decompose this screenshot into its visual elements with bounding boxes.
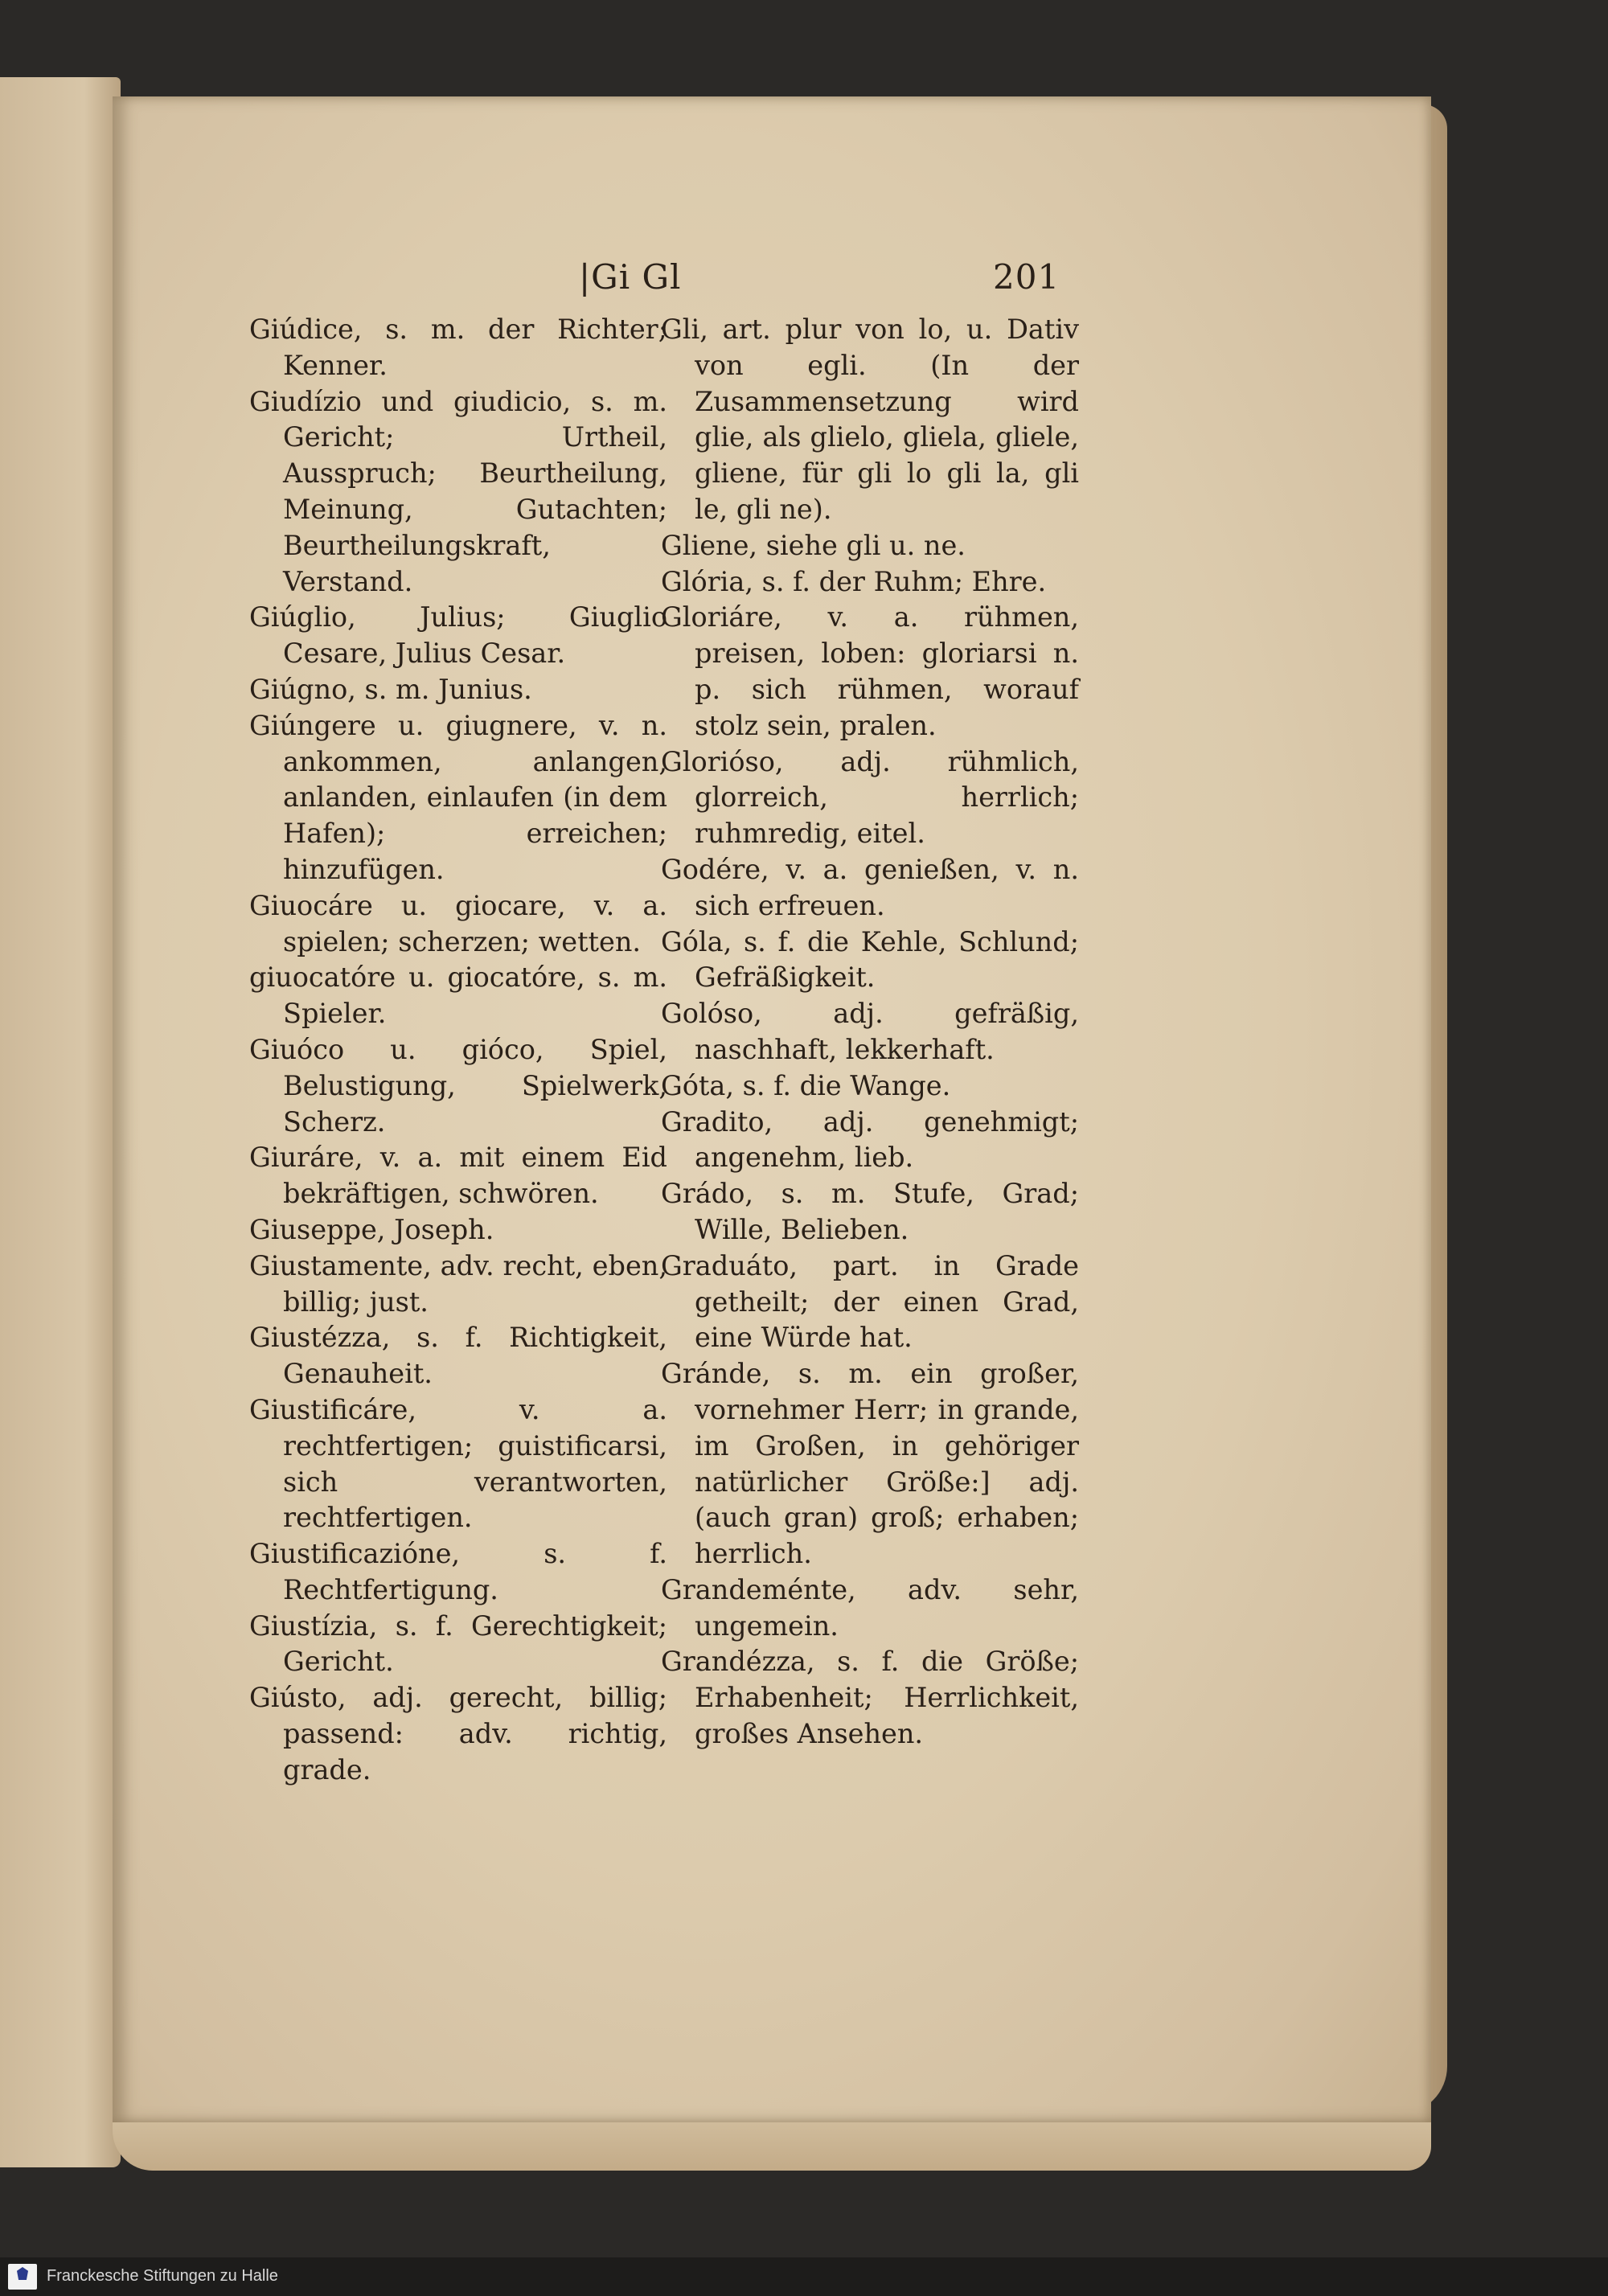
dictionary-entry: Godére, v. a. genießen, v. n. sich erfreuen. — [661, 853, 1079, 921]
dictionary-entry: Gloriáre, v. a. rühmen, preisen, loben: gloriarsi n. p. sich rühmen, worauf stolz sein, pralen. — [661, 601, 1079, 741]
dictionary-entry: Giustificáre, v. a. rechtfertigen; guistificarsi, sich verantworten, rechtfertigen. — [249, 1393, 667, 1534]
dictionary-entry: Graduáto, part. in Grade getheilt; der einen Grad, eine Würde hat. — [661, 1249, 1079, 1354]
dictionary-entry: Golóso, adj. gefräßig, naschhaft, lekkerhaft. — [661, 998, 1079, 1065]
dictionary-entry: Giustézza, s. f. Richtigkeit, Genauheit. — [249, 1322, 667, 1390]
dictionary-entry: giuocatóre u. giocatóre, s. m. Spieler. — [249, 961, 667, 1030]
dictionary-entry: Giustificazióne, s. f. Rechtfertigung. — [249, 1538, 667, 1605]
dictionary-entry: Giuocáre u. giocare, v. a. spielen; scherzen; wetten. — [249, 889, 667, 957]
page-number: 201 — [993, 257, 1060, 297]
book-page — [113, 96, 1431, 2122]
dictionary-entry: Góla, s. f. die Kehle, Schlund; Gefräßigkeit. — [661, 925, 1079, 994]
footer-institution: Franckesche Stiftungen zu Halle — [47, 2267, 278, 2285]
right-column — [661, 312, 1079, 1753]
dictionary-entry: Giustamente, adv. recht, eben, billig; just. — [249, 1249, 667, 1318]
dictionary-entry: Grandeménte, adv. sehr, ungemein. — [661, 1573, 1079, 1642]
dictionary-entry: Glória, s. f. der Ruhm; Ehre. — [661, 565, 1047, 597]
dictionary-entry: Grandézza, s. f. die Größe; Erhabenheit; Herrlichkeit, großes Ansehen. — [661, 1646, 1079, 1750]
francke-foundations-logo-icon — [8, 2264, 37, 2290]
dictionary-entry: Giustízia, s. f. Gerechtigkeit; Gericht. — [249, 1609, 667, 1678]
dictionary-entry: Góta, s. f. die Wange. — [661, 1069, 951, 1101]
dictionary-entry: Giúgno, s. m. Junius. — [249, 673, 532, 705]
dictionary-entry: Giuráre, v. a. mit einem Eid bekräftigen, schwören. — [249, 1142, 667, 1210]
dictionary-entry: Giústo, adj. gerecht, billig; passend: adv. richtig, grade. — [249, 1682, 667, 1786]
dictionary-entry: Gli, art. plur von lo, u. Dativ von egli. (In der Zusammensetzung wird glie, als glielo, gliela, gliele, gliene, für gli lo gli la, gli le, gli ne). — [661, 314, 1079, 525]
left-column — [249, 312, 667, 1789]
dictionary-entry: Gránde, s. m. ein großer, vornehmer Herr; in grande, im Großen, in gehöriger natürlicher Größe:] adj. (auch gran) groß; erhaben; herrlich. — [661, 1358, 1079, 1570]
footer-bar — [0, 2257, 1608, 2296]
facing-page-edge — [0, 77, 121, 2167]
dictionary-entry: Grádo, s. m. Stufe, Grad; Wille, Belieben. — [661, 1178, 1079, 1245]
running-header — [113, 257, 1431, 305]
guide-words: |Gi Gl — [579, 257, 682, 297]
dictionary-entry: Giuóco u. gióco, Spiel, Belustigung, Spielwerk, Scherz. — [249, 1033, 667, 1138]
dictionary-entry: Giúglio, Julius; Giuglio Cesare, Julius Cesar. — [249, 601, 667, 670]
dictionary-entry: Gliene, siehe gli u. ne. — [661, 529, 966, 561]
dictionary-entry: Gradito, adj. genehmigt; angenehm, lieb. — [661, 1105, 1079, 1174]
dictionary-entry: Giuseppe, Joseph. — [249, 1213, 494, 1245]
dictionary-entry: Giudízio und giudicio, s. m. Gericht; Urtheil, Ausspruch; Beurtheilung, Meinung, Gutachten; Beurtheilungskraft, Verstand. — [249, 385, 667, 597]
dictionary-entry: Giúngere u. giugnere, v. n. ankommen, anlangen, anlanden, einlaufen (in dem Hafen); erreichen; hinzufügen. — [249, 709, 667, 885]
dictionary-entry: Glorióso, adj. rühmlich, glorreich, herrlich; ruhmredig, eitel. — [661, 745, 1079, 850]
dictionary-entry: Giúdice, s. m. der Richter; Kenner. — [249, 314, 667, 381]
